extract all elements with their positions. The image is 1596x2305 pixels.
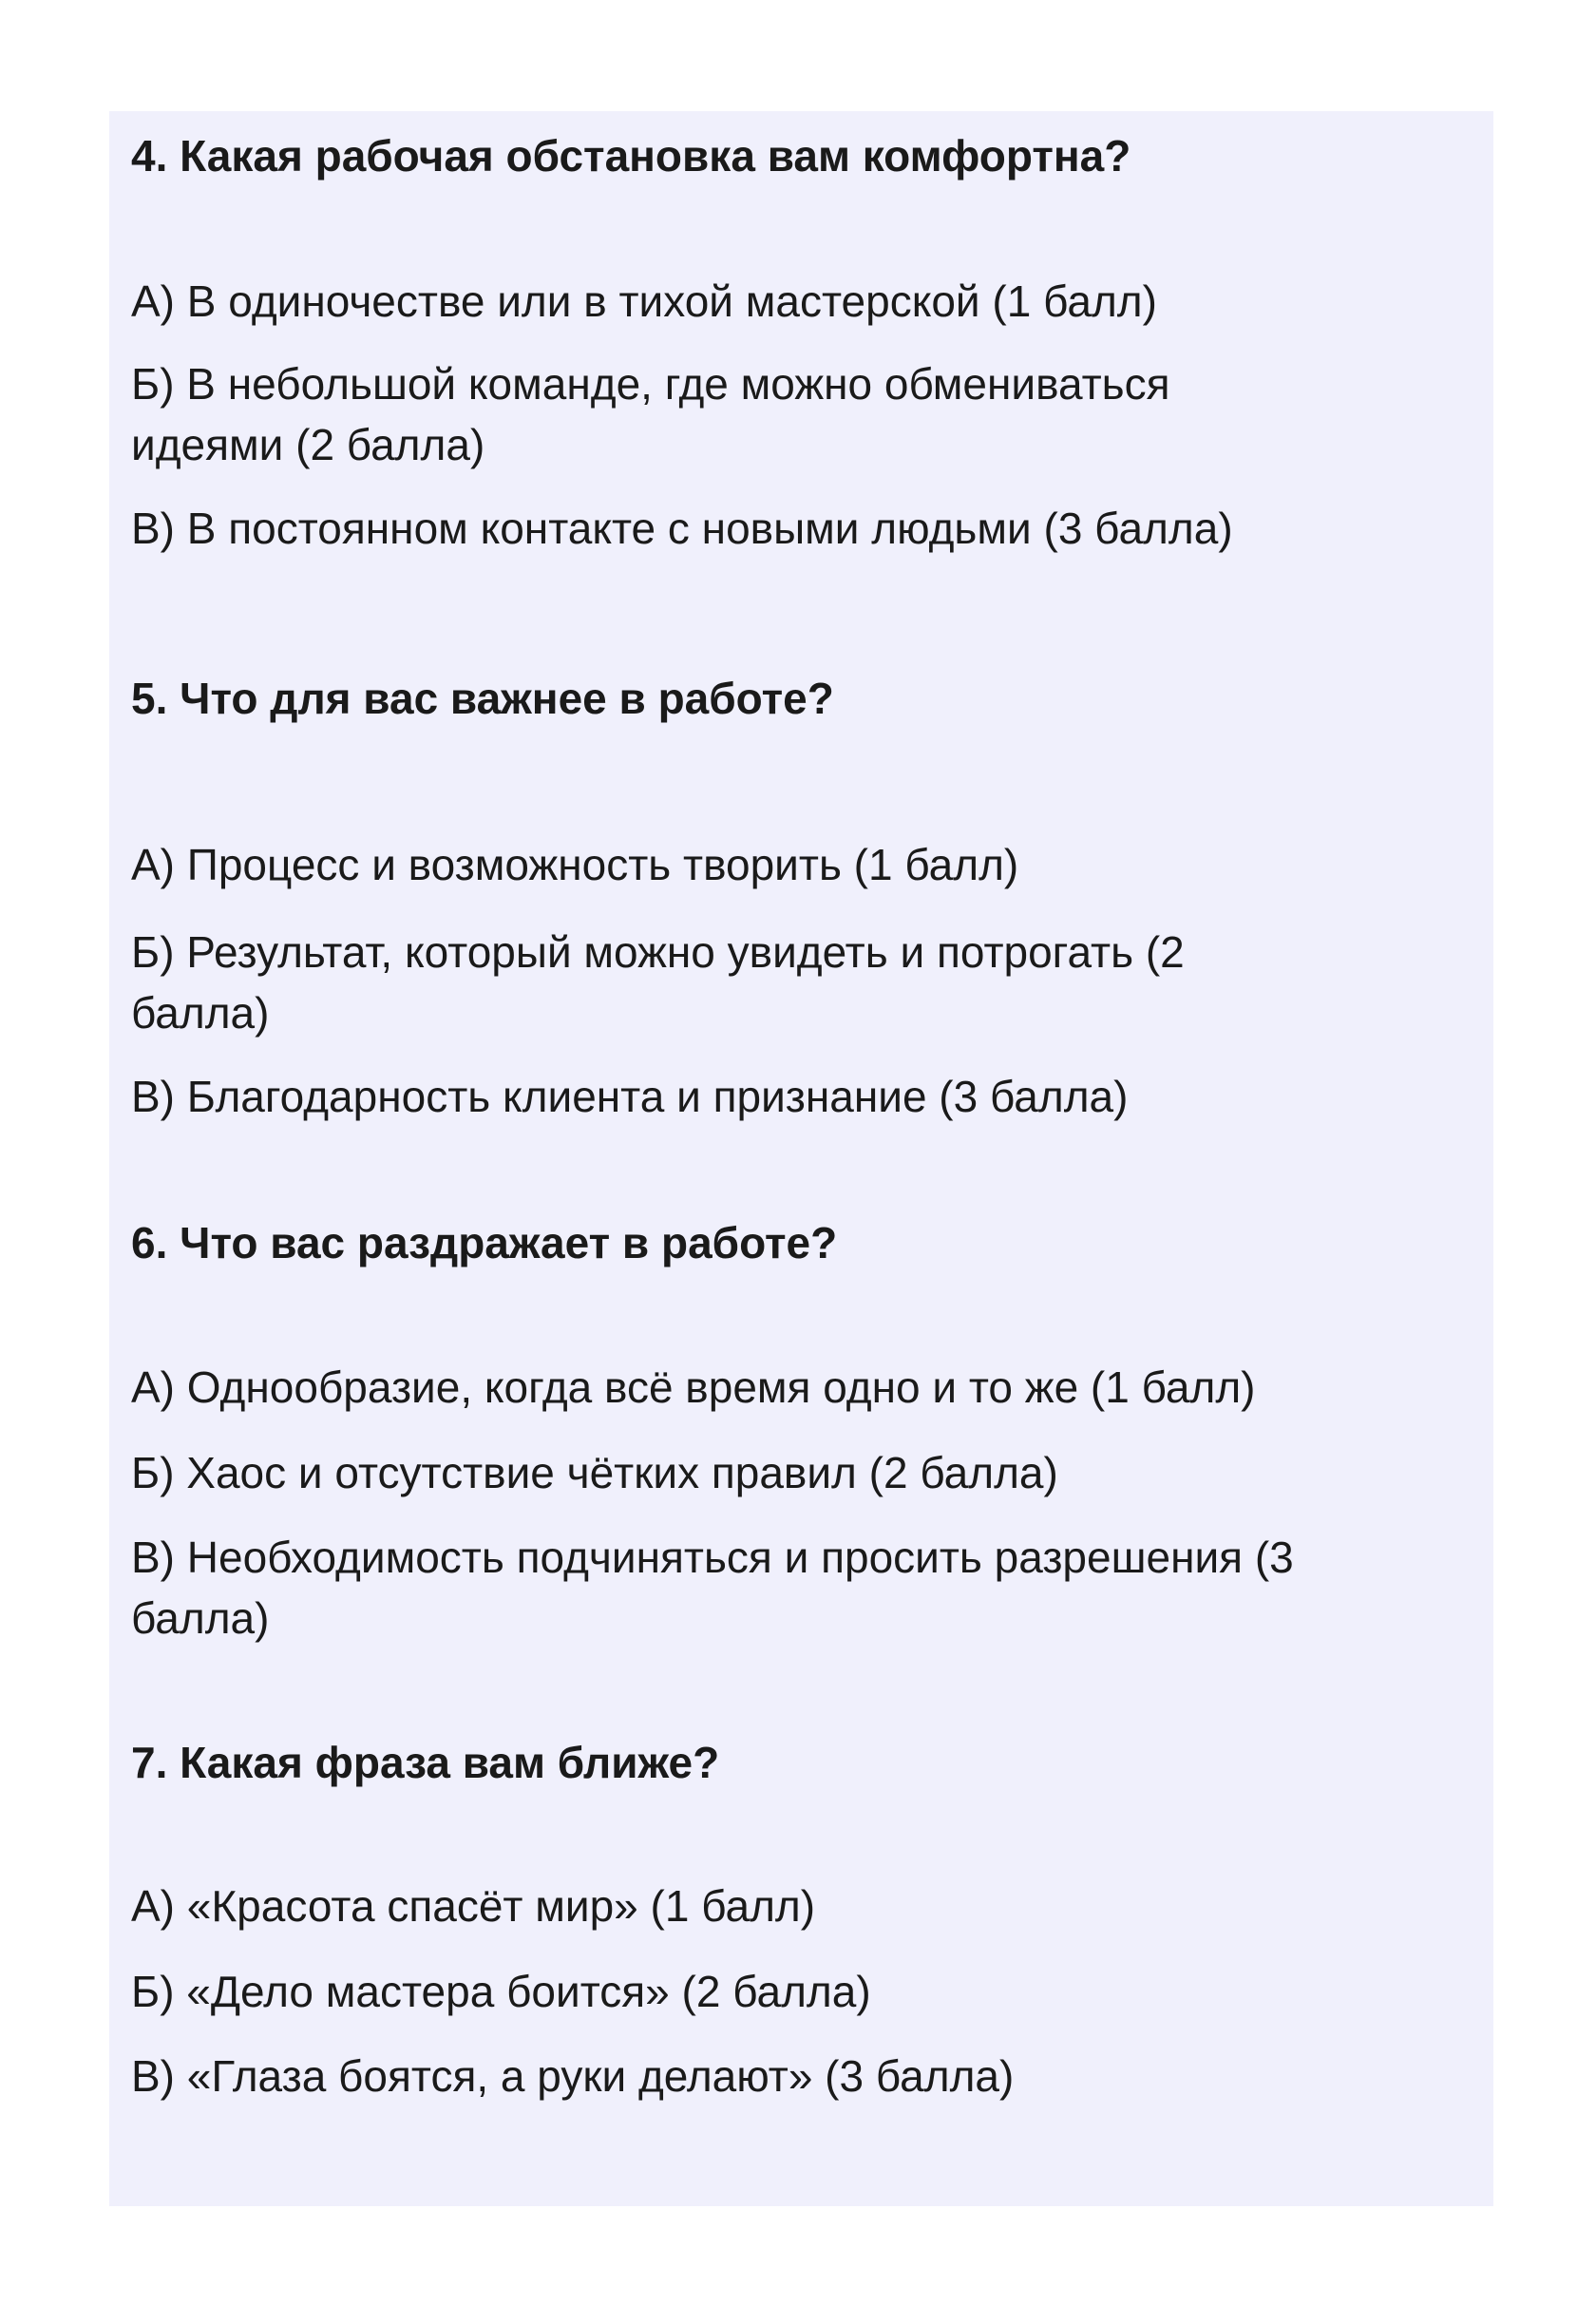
question-6-title: 6. Что вас раздражает в работе? — [131, 1218, 838, 1267]
question-6-option-c — [131, 1527, 1461, 1648]
option-line-continued: балла) — [131, 988, 270, 1038]
option-line: Б) Хаос и отсутствие чётких правил (2 балла) — [131, 1448, 1058, 1497]
option-line: Б) Результат, который можно увидеть и потрогать (2 — [131, 927, 1185, 977]
option-line: А) «Красота спасёт мир» (1 балл) — [131, 1881, 816, 1931]
question-6-option-b — [131, 1442, 1461, 1503]
question-5-option-a — [131, 834, 1461, 895]
question-4-option-c — [131, 498, 1461, 559]
option-line: В) «Глаза боятся, а руки делают» (3 балла) — [131, 2051, 1015, 2101]
question-7-option-b — [131, 1961, 1461, 2022]
question-4-title: 4. Какая рабочая обстановка вам комфортна? — [131, 131, 1131, 181]
question-5-title: 5. Что для вас важнее в работе? — [131, 674, 834, 723]
question-5-option-c — [131, 1066, 1461, 1127]
question-7-option-c — [131, 2046, 1461, 2106]
question-7-title: 7. Какая фраза вам ближе? — [131, 1738, 720, 1787]
option-line: Б) В небольшой команде, где можно обмениваться — [131, 359, 1170, 409]
option-line-continued: балла) — [131, 1593, 270, 1643]
option-line: В) Необходимость подчиняться и просить разрешения (3 — [131, 1533, 1294, 1582]
question-7-option-a — [131, 1876, 1461, 1936]
option-line: А) Однообразие, когда всё время одно и то же (1 балл) — [131, 1362, 1256, 1412]
question-6-option-a — [131, 1357, 1461, 1418]
question-4-option-b — [131, 353, 1461, 475]
question-5-option-b — [131, 922, 1461, 1043]
question-4-option-a — [131, 271, 1461, 332]
option-line: В) В постоянном контакте с новыми людьми (3 балла) — [131, 504, 1233, 553]
option-line-continued: идеями (2 балла) — [131, 420, 485, 469]
option-line: В) Благодарность клиента и признание (3 балла) — [131, 1072, 1129, 1121]
option-line: Б) «Дело мастера боится» (2 балла) — [131, 1967, 871, 2016]
option-line: А) Процесс и возможность творить (1 балл) — [131, 840, 1019, 889]
option-line: А) В одиночестве или в тихой мастерской (1 балл) — [131, 276, 1157, 326]
